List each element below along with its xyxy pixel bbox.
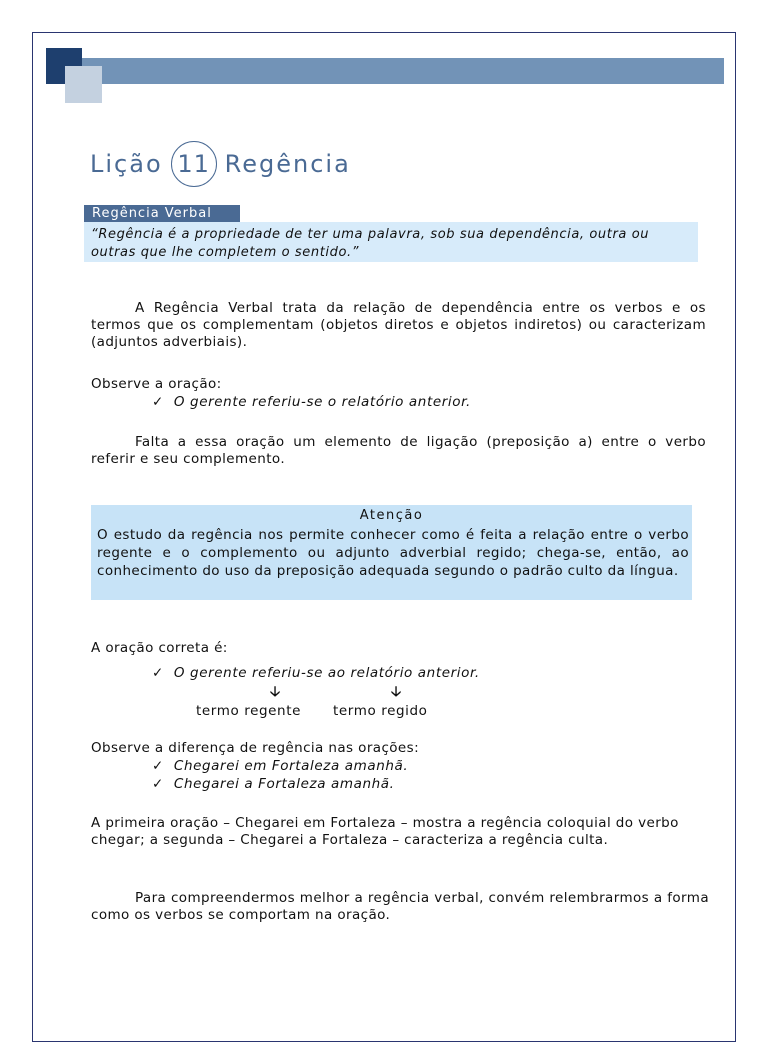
decorative-square-light xyxy=(65,66,102,103)
example-b-item xyxy=(152,776,395,792)
correct-label: A oração correta é: xyxy=(91,640,228,656)
attention-title: Atenção xyxy=(359,508,424,523)
paragraph-3: A primeira oração – Chegarei em Fortaleza – mostra a regência coloquial do verbo chegar; a segunda – Chegarei a Fortaleza – caracteriza a regência culta. xyxy=(91,815,679,848)
example-wrong-item xyxy=(152,394,471,410)
example-b: Chegarei a Fortaleza amanhã. xyxy=(173,776,395,792)
lesson-topic: Regência xyxy=(224,150,351,178)
term-regente: termo regente xyxy=(196,703,302,719)
example-wrong: O gerente referiu-se o relatório anterior. xyxy=(173,394,471,410)
definition-quote: “Regência é a propriedade de ter uma palavra, sob sua dependência, outra ou outras que lhe completem o sentido.” xyxy=(91,227,650,260)
example-a: Chegarei em Fortaleza amanhã. xyxy=(173,758,409,774)
lesson-prefix: Lição xyxy=(90,150,163,178)
check-icon: ✓ xyxy=(152,758,164,774)
example-a-item xyxy=(152,758,408,774)
check-icon: ✓ xyxy=(152,665,164,681)
check-icon: ✓ xyxy=(152,394,164,410)
header-bar xyxy=(68,58,724,84)
arrow-down-icon: 🡣 xyxy=(270,684,281,700)
attention-text: O estudo da regência nos permite conhecer como é feita a relação entre o verbo regente e o complemento ou adjunto adverbial regido; chega-se, então, ao conhecimento do uso da preposição adequada segundo o padrão culto da língua. xyxy=(97,527,689,579)
example-correct: O gerente referiu-se ao relatório anterior. xyxy=(173,665,480,681)
check-icon: ✓ xyxy=(152,776,164,792)
arrow-down-icon: 🡣 xyxy=(391,684,402,700)
paragraph-4: Para compreendermos melhor a regência verbal, convém relembrarmos a forma como os verbos se comportam na oração. xyxy=(91,890,709,923)
lesson-title xyxy=(90,140,351,188)
paragraph-1: A Regência Verbal trata da relação de dependência entre os verbos e os termos que os complementam (objetos diretos e objetos indiretos) ou caracterizam (adjuntos adverbiais). xyxy=(91,300,706,350)
example-correct-item xyxy=(152,665,480,681)
difference-label: Observe a diferença de regência nas orações: xyxy=(91,740,420,756)
section-tag: Regência Verbal xyxy=(84,205,240,222)
paragraph-2: Falta a essa oração um elemento de ligação (preposição a) entre o verbo referir e seu complemento. xyxy=(91,434,706,467)
lesson-number-badge: 11 xyxy=(171,141,217,187)
term-regido: termo regido xyxy=(333,703,428,719)
observe-label: Observe a oração: xyxy=(91,376,222,392)
